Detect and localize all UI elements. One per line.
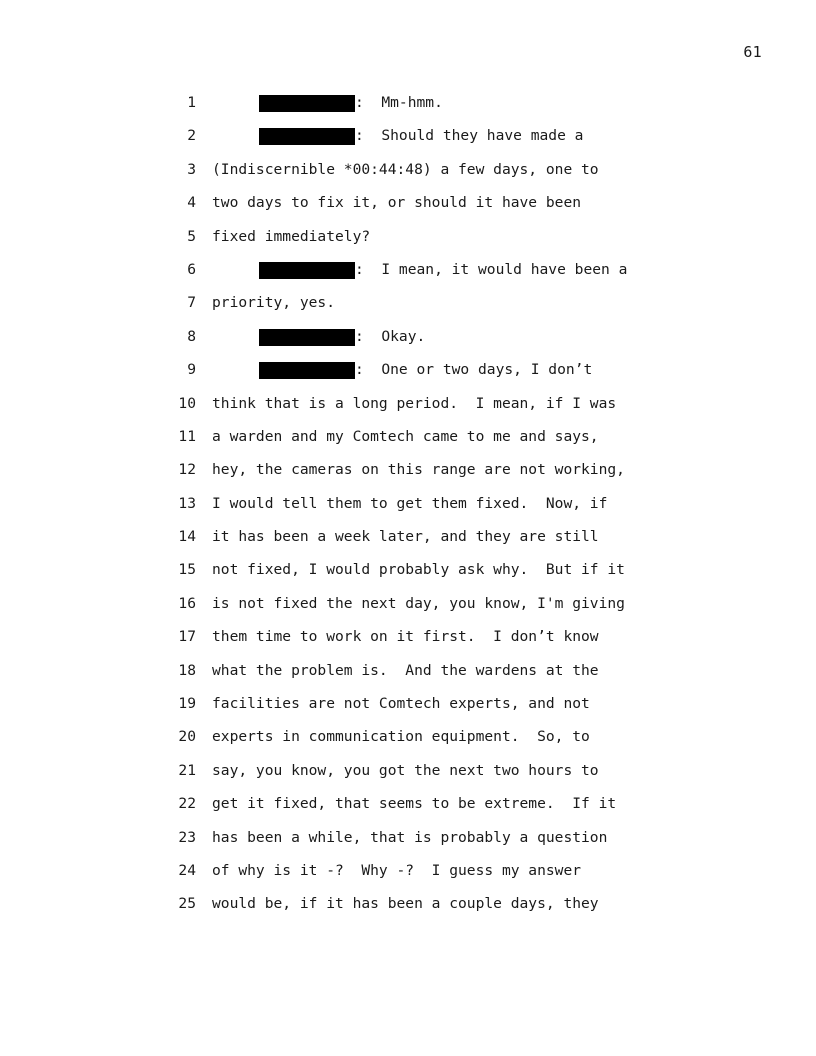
transcript-line bbox=[0, 359, 816, 392]
line-number: 1 bbox=[187, 94, 196, 111]
transcript-line bbox=[0, 92, 816, 125]
line-number: 13 bbox=[178, 494, 196, 512]
line-text: : Should they have made a bbox=[355, 127, 584, 145]
transcript-line bbox=[0, 192, 816, 225]
transcript-line bbox=[0, 526, 816, 559]
transcript-line bbox=[0, 159, 816, 192]
line-number: 18 bbox=[178, 661, 196, 679]
transcript-line bbox=[0, 893, 816, 926]
line-text: experts in communication equipment. So, to bbox=[212, 728, 590, 746]
line-text: : Mm-hmm. bbox=[355, 94, 443, 111]
transcript-line bbox=[0, 459, 816, 492]
line-text: has been a while, that is probably a question bbox=[212, 828, 608, 846]
line-number: 8 bbox=[187, 327, 196, 345]
transcript-line bbox=[0, 426, 816, 459]
transcript-line bbox=[0, 593, 816, 626]
redacted-speaker-name bbox=[259, 95, 355, 112]
line-text: would be, if it has been a couple days, they bbox=[212, 895, 599, 913]
line-number: 12 bbox=[178, 461, 196, 479]
line-text: a warden and my Comtech came to me and says, bbox=[212, 427, 599, 445]
line-number: 19 bbox=[178, 695, 196, 713]
line-text: : I mean, it would have been a bbox=[355, 260, 628, 278]
line-number: 15 bbox=[178, 561, 196, 579]
transcript-line bbox=[0, 626, 816, 659]
redacted-speaker-name bbox=[259, 362, 355, 379]
line-number: 23 bbox=[178, 828, 196, 846]
transcript-line bbox=[0, 125, 816, 158]
transcript-line bbox=[0, 726, 816, 759]
transcript-line bbox=[0, 760, 816, 793]
line-text: two days to fix it, or should it have been bbox=[212, 194, 582, 212]
transcript-body bbox=[0, 92, 816, 927]
transcript-line bbox=[0, 226, 816, 259]
line-text: say, you know, you got the next two hours to bbox=[212, 761, 599, 779]
line-number: 14 bbox=[178, 528, 196, 546]
transcript-line bbox=[0, 259, 816, 292]
transcript-line bbox=[0, 693, 816, 726]
line-text: get it fixed, that seems to be extreme. If it bbox=[212, 795, 617, 813]
line-text: of why is it -? Why -? I guess my answer bbox=[212, 861, 582, 879]
transcript-line bbox=[0, 326, 816, 359]
redacted-speaker-name bbox=[259, 262, 355, 279]
line-text: them time to work on it first. I don’t know bbox=[212, 628, 599, 646]
transcript-line bbox=[0, 827, 816, 860]
line-number: 22 bbox=[178, 795, 196, 813]
line-number: 6 bbox=[187, 260, 196, 278]
line-text: think that is a long period. I mean, if I was bbox=[212, 394, 617, 412]
line-text: facilities are not Comtech experts, and not bbox=[212, 695, 590, 713]
line-text: : One or two days, I don’t bbox=[355, 361, 593, 379]
line-number: 16 bbox=[178, 594, 196, 612]
line-text: : Okay. bbox=[355, 327, 426, 345]
line-text: is not fixed the next day, you know, I'm giving bbox=[212, 594, 625, 612]
line-number: 17 bbox=[178, 628, 196, 646]
line-number: 9 bbox=[187, 361, 196, 379]
line-text: it has been a week later, and they are still bbox=[212, 528, 599, 546]
line-number: 21 bbox=[178, 761, 196, 779]
line-text: priority, yes. bbox=[212, 294, 336, 312]
line-number: 7 bbox=[187, 294, 196, 312]
transcript-line bbox=[0, 793, 816, 826]
line-text: fixed immediately? bbox=[212, 227, 371, 245]
transcript-line bbox=[0, 660, 816, 693]
line-text: (Indiscernible *00:44:48) a few days, one to bbox=[212, 160, 599, 178]
transcript-line bbox=[0, 393, 816, 426]
transcript-line bbox=[0, 493, 816, 526]
line-number: 24 bbox=[178, 861, 196, 879]
transcript-line bbox=[0, 559, 816, 592]
line-text: not fixed, I would probably ask why. But if it bbox=[212, 561, 625, 579]
line-text: hey, the cameras on this range are not working, bbox=[212, 461, 625, 479]
redacted-speaker-name bbox=[259, 128, 355, 145]
line-number: 4 bbox=[187, 194, 196, 212]
line-number: 3 bbox=[187, 160, 196, 178]
line-number: 5 bbox=[187, 227, 196, 245]
redacted-speaker-name bbox=[259, 329, 355, 346]
line-number: 2 bbox=[187, 127, 196, 145]
line-text: I would tell them to get them fixed. Now, if bbox=[212, 494, 608, 512]
line-number: 10 bbox=[178, 394, 196, 412]
transcript-line bbox=[0, 292, 816, 325]
line-number: 25 bbox=[178, 895, 196, 913]
page-number: 61 bbox=[743, 43, 762, 61]
transcript-line bbox=[0, 860, 816, 893]
line-text: what the problem is. And the wardens at the bbox=[212, 661, 599, 679]
line-number: 11 bbox=[178, 427, 196, 445]
line-number: 20 bbox=[178, 728, 196, 746]
